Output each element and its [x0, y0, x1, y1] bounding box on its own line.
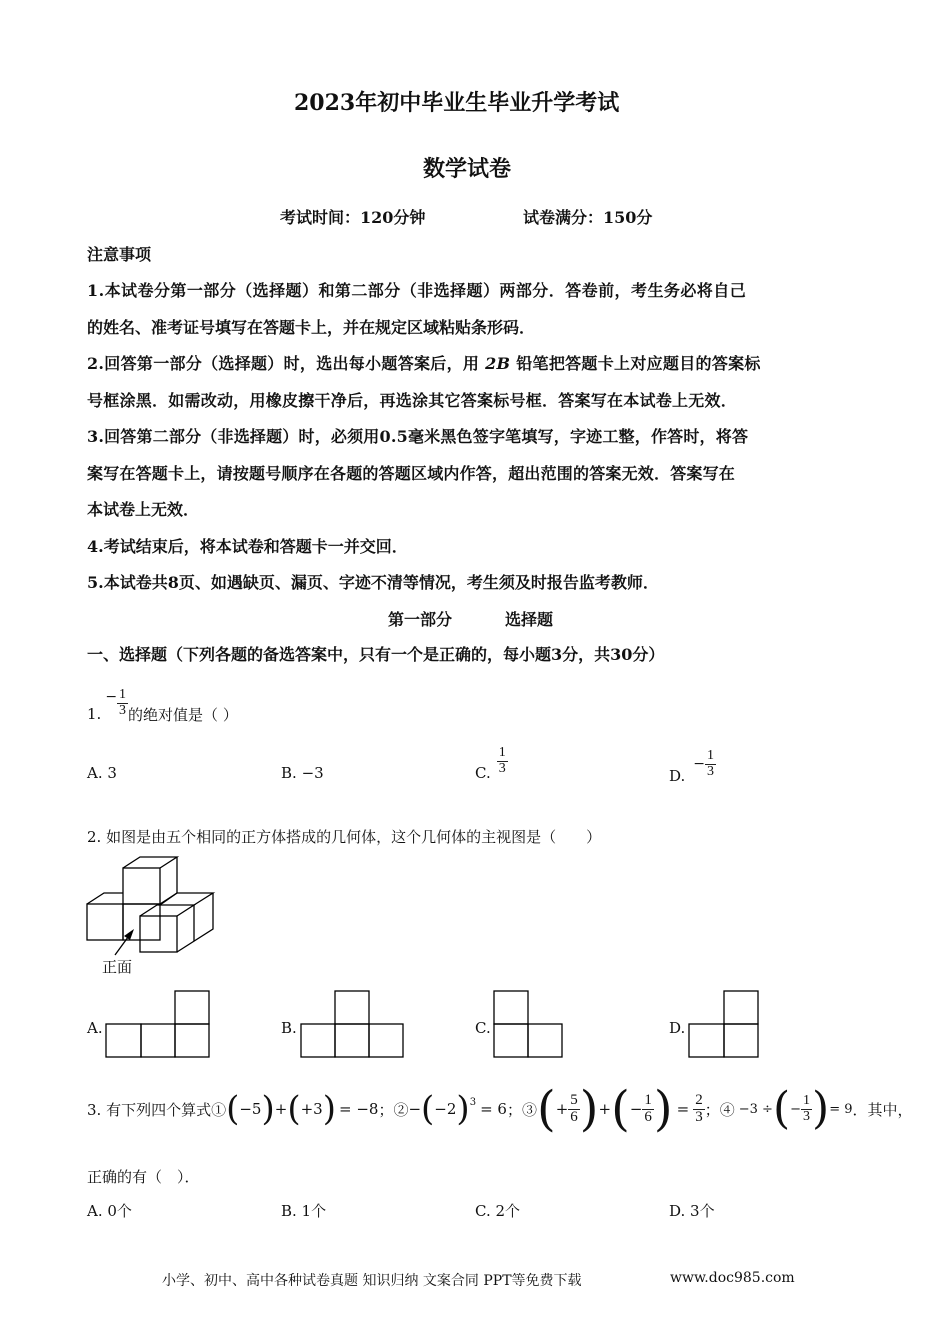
question-number: 1. [87, 705, 102, 723]
front-label: 正面 [102, 958, 133, 976]
separator: ；② [378, 1100, 409, 1119]
option-label: A. [87, 764, 103, 782]
part-title: 第一部分 [388, 610, 453, 629]
paren: ( [772, 1083, 791, 1134]
notice-line: 4.考试结束后，将本试卷和答题卡一并交回． [87, 537, 408, 556]
cubes-drawing [87, 857, 213, 952]
question-text: ．其中， [852, 1100, 913, 1119]
section-heading: 一、选择题（下列各题的备选答案中，只有一个是正确的，每小题3分，共30分） [87, 645, 665, 664]
notice-line: 号框涂黑．如需改动，用橡皮擦干净后，再选涂其它答案标号框．答案写在本试卷上无效． [87, 391, 738, 410]
option-c-figure [494, 991, 562, 1057]
expr-result: = 6 [480, 1100, 507, 1118]
notice-line-part: 铅笔把答题卡上对应题目的答案标 [516, 354, 761, 373]
option-a[interactable]: A. 0个 [87, 1202, 132, 1220]
numerator: 1 [707, 747, 714, 763]
paren: ) [456, 1089, 470, 1129]
expr-term: −2 [434, 1100, 457, 1118]
question-2: 2. 如图是由五个相同的正方体搭成的几何体，这个几何体的主视图是（ ） [87, 828, 602, 846]
question-3-line2: 正确的有（ ）． [87, 1168, 200, 1186]
option-a[interactable]: A. [87, 1019, 103, 1037]
notice-line: 的姓名、准考证号填写在答题卡上，并在规定区域粘贴条形码． [87, 318, 536, 337]
expr-result: = 9 [829, 1101, 853, 1117]
numerator: 1 [119, 686, 127, 702]
expr-op: + [598, 1100, 612, 1118]
paren: ) [812, 1083, 830, 1134]
exponent: 3 [469, 1096, 477, 1108]
option-value: −3 [301, 764, 324, 782]
exam-title: 2023年初中毕业生毕业升学考试 [294, 90, 620, 116]
notice-heading: 注意事项 [87, 245, 152, 264]
question-3 [87, 1078, 913, 1140]
denominator: 3 [803, 1108, 811, 1124]
exam-score: 试卷满分：150分 [523, 208, 653, 227]
notice-line: 3.回答第二部分（非选择题）时，必须用0.5毫米黑色签字笔填写，字迹工整，作答时，将答 [87, 427, 749, 446]
minus-sign: − [693, 756, 705, 772]
option-b-figure [301, 991, 403, 1057]
numerator: 5 [570, 1091, 578, 1108]
paren: ) [261, 1089, 275, 1129]
expr-op: + [555, 1100, 569, 1118]
option-a-figure [106, 991, 209, 1057]
denominator: 3 [707, 763, 714, 779]
expr-term: −3 ÷ [738, 1101, 773, 1117]
numerator: 1 [644, 1091, 652, 1108]
paren: ) [579, 1081, 599, 1137]
notice-line: 1.本试卷分第一部分（选择题）和第二部分（非选择题）两部分．答卷前，考生务必将自己 [87, 281, 747, 300]
footer-text: 小学、初中、高中各种试卷真题 知识归纳 文案合同 PPT等免费下载 [162, 1273, 582, 1289]
notice-line-part: 2.回答第一部分（选择题）时，选出每小题答案后，用 [87, 354, 480, 373]
footer-url[interactable]: www.doc985.com [670, 1270, 795, 1286]
separator: ；④ [704, 1100, 735, 1119]
paren: ) [322, 1089, 336, 1129]
expr-term: +3 [300, 1100, 323, 1118]
fraction [568, 1093, 580, 1126]
option-d-figure [689, 991, 758, 1057]
denominator: 6 [570, 1108, 578, 1125]
option-d[interactable]: D. [669, 1019, 686, 1037]
expr-op: − [408, 1100, 422, 1118]
paren: ) [653, 1081, 673, 1137]
option-value: 3 [107, 764, 117, 782]
question-text: 3. 有下列四个算式① [87, 1100, 227, 1119]
expr-op: = [676, 1100, 690, 1118]
expr-term: −5 [239, 1100, 262, 1118]
notice-line: 本试卷上无效． [87, 500, 200, 519]
expr-op: − [790, 1101, 802, 1117]
fraction [642, 1093, 654, 1126]
expr-op: + [274, 1100, 288, 1118]
denominator: 6 [644, 1108, 652, 1125]
numerator: 1 [803, 1092, 811, 1108]
denominator: 3 [119, 702, 127, 718]
question-text: 的绝对值是（ ） [128, 705, 238, 724]
option-b[interactable]: B. [281, 1019, 297, 1037]
exam-subtitle: 数学试卷 [423, 156, 512, 182]
paren: ( [611, 1081, 630, 1137]
paren: ( [226, 1089, 240, 1129]
fraction [801, 1094, 812, 1124]
option-label: B. [281, 764, 297, 782]
notice-line: 案写在答题卡上，请按题号顺序在各题的答题区域内作答，超出范围的答案无效．答案写在 [87, 464, 736, 483]
numerator: 2 [695, 1091, 703, 1108]
option-d[interactable]: D. 3个 [669, 1202, 715, 1220]
paren: ( [287, 1089, 301, 1129]
arrow-icon [115, 929, 134, 955]
fraction [693, 1093, 705, 1126]
pencil-grade: 2B [485, 354, 511, 373]
numerator: 1 [498, 744, 506, 760]
expr-result: = −8 [338, 1100, 379, 1118]
option-c[interactable]: C. [475, 1019, 491, 1037]
minus-sign: − [105, 689, 118, 705]
denominator: 3 [695, 1108, 703, 1125]
notice-line: 5.本试卷共8页、如遇缺页、漏页、字迹不清等情况，考生须及时报告监考教师． [87, 573, 659, 592]
option-c[interactable]: C. 2个 [475, 1202, 521, 1220]
option-label: C. [475, 764, 491, 782]
paren: ( [421, 1089, 435, 1129]
paren: ( [536, 1081, 556, 1137]
part-subtitle: 选择题 [505, 610, 554, 629]
expr-op: − [629, 1100, 643, 1118]
separator: ；③ [506, 1100, 537, 1119]
exam-time: 考试时间：120分钟 [280, 208, 426, 227]
option-b[interactable]: B. 1个 [281, 1202, 327, 1220]
denominator: 3 [498, 760, 506, 776]
option-label: D. [669, 767, 686, 785]
